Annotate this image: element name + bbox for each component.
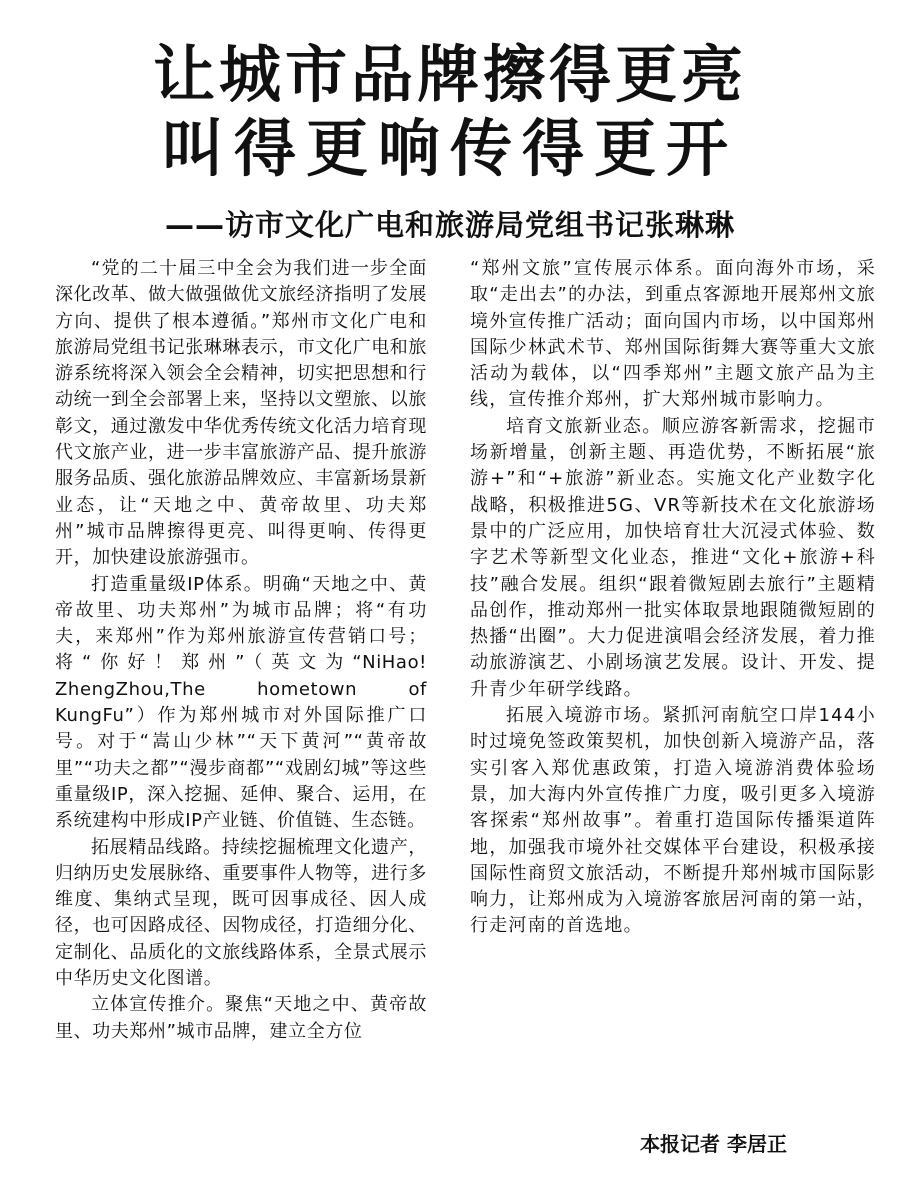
paragraph: 立体宣传推介。聚焦“天地之中、黄帝故里、功夫郑州”城市品牌，建立全方位 xyxy=(55,994,427,1042)
byline: 本报记者 李居正 xyxy=(640,1132,787,1156)
paragraph: 拓展精品线路。持续挖掘梳理文化遗产，归纳历史发展脉络、重要事件人物等，进行多维度、集纳式呈现，既可因事成径、因人成径，也可因路成径、因物成径，打造细分化、定制化、品质化的文旅线路体系，全景式展示中华历史文化图谱。 xyxy=(55,836,427,990)
subtitle: ——访市文化广电和旅游局党组书记张琳琳 xyxy=(164,208,735,242)
right-column xyxy=(470,256,876,940)
paragraph: 拓展入境游市场。紧抓河南航空口岸144小时过境免签政策契机，加快创新入境游产品，落实引客入郑优惠政策，打造入境游消费体验场景，加大海内外宣传推广力度，吸引更多入境游客探索“郑州故事”。着重打造国际传播渠道阵地，加强我市境外社交媒体平台建设，积极承接国际性商贸文旅活动，不断提升郑州城市国际影响力，让郑州成为入境游客旅居河南的第一站，行走河南的首选地。 xyxy=(470,705,876,937)
paragraph: “党的二十届三中全会为我们进一步全面深化改革、做大做强做优文旅经济指明了发展方向、提供了根本遵循。”郑州市文化广电和旅游局党组书记张琳琳表示，市文化广电和旅游系统将深入领会全会精神，切实把思想和行动统一到全会部署上来，坚持以文塑旅、以旅彰文，通过激发中华优秀传统文化活力培育现代文旅产业，进一步丰富旅游产品、提升旅游服务品质、强化旅游品牌效应、丰富新场景新业态，让“天地之中、黄帝故里、功夫郑州”城市品牌擦得更亮、叫得更响、传得更开，加快建设旅游强市。 xyxy=(55,258,427,569)
headline-line-1: 让城市品牌擦得更亮 xyxy=(152,38,747,111)
paragraph: 打造重量级IP体系。明确“天地之中、黄帝故里、功夫郑州”为城市品牌；将“有功夫，来郑州”作为郑州旅游宣传营销口号；将“你好！郑州”（英文为“NiHao! ZhengZhou,The hometown of KungFu”）作为郑州城市对外国际推广口号。对于“嵩山少林”“天下黄河”“黄帝故里”“功夫之都”“漫步商都”“戏剧幻城”等这些重量级IP，深入挖掘、延伸、聚合、运用，在系统建构中形成IP产业链、价值链、生态链。 xyxy=(55,573,427,832)
left-column xyxy=(55,256,427,1045)
headline-line-2: 叫得更响传得更开 xyxy=(161,112,738,185)
paragraph: 培育文旅新业态。顺应游客新需求，挖掘市场新增量，创新主题、再造优势，不断拓展“旅游+”和“+旅游”新业态。实施文化产业数字化战略，积极推进5G、VR等新技术在文化旅游场景中的广泛应用，加快培育壮大沉浸式体验、数字艺术等新型文化业态，推进“文化+旅游+科技”融合发展。组织“跟着微短剧去旅行”主题精品创作，推动郑州一批实体取景地跟随微短剧的热播“出圈”。大力促进演唱会经济发展，着力推动旅游演艺、小剧场演艺发展。设计、开发、提升青少年研学线路。 xyxy=(470,415,876,700)
paragraph-continued: “郑州文旅”宣传展示体系。面向海外市场，采取“走出去”的办法，到重点客源地开展郑州文旅境外宣传推广活动；面向国内市场，以中国郑州国际少林武术节、郑州国际街舞大赛等重大文旅活动为载体，以“四季郑州”主题文旅产品为主线，宣传推介郑州，扩大郑州城市影响力。 xyxy=(470,258,876,411)
